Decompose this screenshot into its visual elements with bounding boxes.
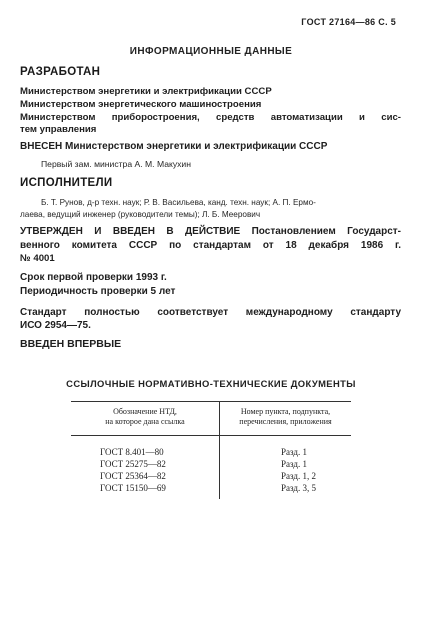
table-cell-section: Разд. 3, 5 [281, 483, 316, 493]
table-cell-document: ГОСТ 15150—69 [100, 483, 166, 493]
table-header-rule [71, 435, 351, 436]
performers-heading: ИСПОЛНИТЕЛИ [20, 177, 113, 189]
table-cell-document: ГОСТ 25364—82 [100, 471, 166, 481]
info-data-title: ИНФОРМАЦИОННЫЕ ДАННЫЕ [129, 46, 293, 57]
conformity-line: Стандарт полностью соответствует международному стандарту [20, 307, 401, 318]
performers-line: лаева, ведущий инженер (руководители темы); Л. Б. Меерович [20, 210, 261, 219]
approved-line: венного комитета СССР по стандартам от 18 декабря 1986 г. [20, 240, 401, 251]
developed-heading: РАЗРАБОТАН [20, 66, 101, 78]
introduced-first-line: ВВЕДЕН ВПЕРВЫЕ [20, 338, 122, 350]
table-cell-document: ГОСТ 25275—82 [100, 459, 166, 469]
conformity-line: ИСО 2954—75. [20, 320, 91, 331]
deputy-minister-line: Первый зам. министра А. М. Макухин [41, 159, 191, 169]
developed-line: Министерством приборостроения, средств автоматизации и сис- [20, 112, 401, 123]
approved-line: УТВЕРЖДЕН И ВВЕДЕН В ДЕЙСТВИЕ Постановлением Государст- [20, 226, 401, 237]
introduced-line: ВНЕСЕН Министерством энергетики и электрификации СССР [20, 141, 328, 152]
developed-line: Министерством энергетики и электрификации СССР [20, 86, 272, 97]
header-line: перечисления, приложения [239, 417, 332, 426]
table-cell-document: ГОСТ 8.401—80 [100, 447, 164, 457]
table-header-section [220, 407, 351, 427]
page-header: ГОСТ 27164—86 С. 5 [301, 17, 396, 27]
header-line: Обозначение НТД, [113, 407, 177, 416]
references-title: ССЫЛОЧНЫЕ НОРМАТИВНО-ТЕХНИЧЕСКИЕ ДОКУМЕНТЫ [66, 378, 356, 389]
table-header-document [71, 407, 219, 427]
approved-line: № 4001 [20, 253, 55, 264]
header-line: на которое дана ссылка [105, 417, 185, 426]
inspection-period-line: Периодичность проверки 5 лет [20, 286, 176, 297]
first-inspection-line: Срок первой проверки 1993 г. [20, 272, 167, 283]
header-line: Номер пункта, подпункта, [240, 407, 331, 416]
developed-line: тем управления [20, 124, 97, 135]
table-cell-section: Разд. 1 [281, 459, 307, 469]
table-cell-section: Разд. 1 [281, 447, 307, 457]
table-top-rule [71, 401, 351, 402]
developed-line: Министерством энергетического машиностроения [20, 99, 262, 110]
performers-line: Б. Т. Рунов, д-р техн. наук; Р. В. Васильева, канд. техн. наук; А. П. Ермо- [41, 198, 316, 207]
table-cell-section: Разд. 1, 2 [281, 471, 316, 481]
